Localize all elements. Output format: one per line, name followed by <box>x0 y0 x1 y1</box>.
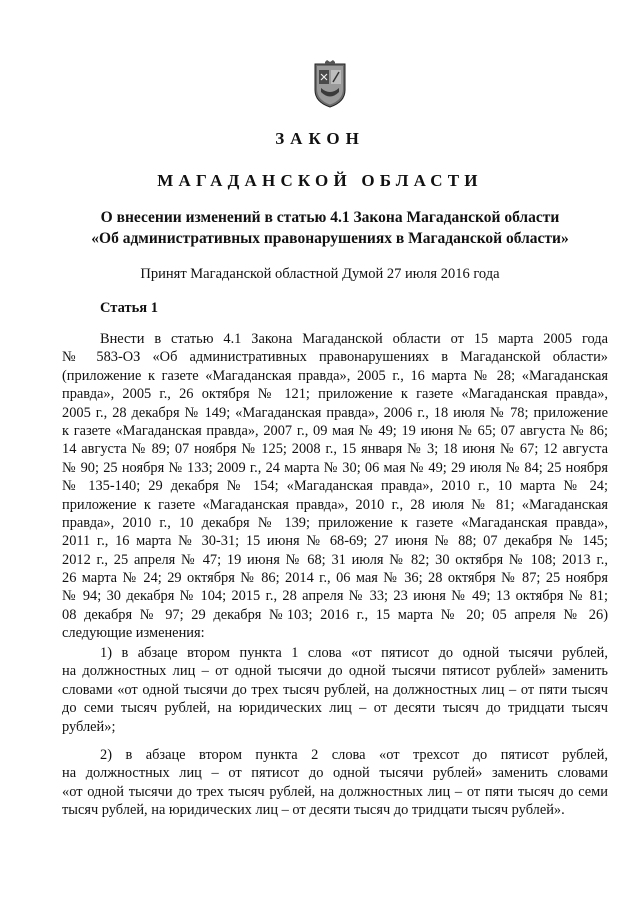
text-line: 2005 г., 28 декабря № 149; «Магаданская правда», 2006 г., 18 июля № 78; приложение <box>62 404 608 421</box>
text-line: (приложение к газете «Магаданская правда», 2005 г., 16 марта № 28; «Магаданская <box>62 367 608 384</box>
region-title: МАГАДАНСКОЙ ОБЛАСТИ <box>157 171 483 190</box>
text-line: правда», 2010 г., 10 декабря № 139; приложение к газете «Магаданская правда», <box>62 514 608 531</box>
subject-line: О внесении изменений в статью 4.1 Закона Магаданской области <box>100 209 560 226</box>
text-line: приложение к газете «Магаданская правда», 2010 г., 28 июля № 81; «Магаданская <box>62 496 608 513</box>
text-line: на должностных лиц – от пятисот до одной тысячи рублей» заменить словами <box>62 765 608 782</box>
text-line: словами «от одной тысячи до трех тысяч рублей, на должностных лиц – от пяти тысяч <box>62 681 608 698</box>
text-line: 2012 г., 25 апреля № 47; 19 июня № 68; 31 июля № 82; 30 октября № 108; 2013 г., <box>62 551 608 568</box>
text-line: 26 марта № 24; 29 октября № 86; 2014 г., 06 мая № 36; 28 октября № 87; 25 ноября <box>62 570 608 587</box>
text-line: тысяч рублей, на юридических лиц – от десяти тысяч до тридцати тысяч рублей». <box>62 802 565 819</box>
subject-line: «Об административных правонарушениях в Магаданской области» <box>91 230 569 247</box>
text-line: 2) в абзаце втором пункта 2 слова «от трехсот до пятисот рублей, <box>100 747 608 763</box>
text-line: Внести в статью 4.1 Закона Магаданской области от 15 марта 2005 года <box>100 331 608 347</box>
law-title: ЗАКОН <box>275 129 365 148</box>
text-line: «от одной тысячи до трех тысяч рублей, на должностных лиц – от пяти тысяч до семи <box>62 783 608 800</box>
text-line: № 90; 25 ноября № 133; 2009 г., 24 марта № 30; 06 мая № 49; 29 июля № 84; 25 ноября <box>62 459 608 476</box>
text-line: к газете «Магаданская правда», 2007 г., 09 мая № 49; 19 июня № 65; 07 августа № 86; <box>62 422 608 439</box>
article-heading: Статья 1 <box>100 300 158 316</box>
text-line: 1) в абзаце втором пункта 1 слова «от пятисот до одной тысячи рублей, <box>100 645 608 661</box>
text-line: на должностных лиц – от одной тысячи до одной тысячи пятисот рублей» заменить <box>62 663 608 680</box>
text-line: 2011 г., 16 марта № 30-31; 15 июня № 68-69; 27 июня № 88; 07 декабря № 145; <box>62 533 608 550</box>
text-line: рублей»; <box>62 718 116 735</box>
text-line: № 583-ОЗ «Об административных правонарушениях в Магаданской области» <box>62 349 608 366</box>
regional-coat-of-arms-icon <box>313 60 347 108</box>
main-paragraph <box>62 330 608 643</box>
law-subject <box>60 207 600 249</box>
text-line: правда», 2005 г., 26 октября № 121; приложение к газете «Магаданская правда», <box>62 386 608 403</box>
text-line: следующие изменения: <box>62 625 205 642</box>
text-line: № 94; 30 декабря № 104; 2015 г., 28 апреля № 33; 23 июня № 49; 13 октября № 81; <box>62 588 608 605</box>
text-line: 14 августа № 89; 07 ноября № 125; 2008 г., 15 января № 3; 18 июня № 67; 12 августа <box>62 441 608 458</box>
adoption-note: Принят Магаданской областной Думой 27 июля 2016 года <box>140 266 500 282</box>
text-line: 08 декабря № 97; 29 декабря №103; 2016 г., 15 марта № 20; 05 апреля № 26) <box>62 606 608 623</box>
list-item-2 <box>62 746 608 820</box>
text-line: до семи тысяч рублей, на юридических лиц – от десяти тысяч до тридцати тысяч <box>62 700 608 717</box>
list-item-1 <box>62 644 608 736</box>
text-line: № 135-140; 29 декабря № 154; «Магаданская правда», 2010 г., 10 марта № 24; <box>62 478 608 495</box>
